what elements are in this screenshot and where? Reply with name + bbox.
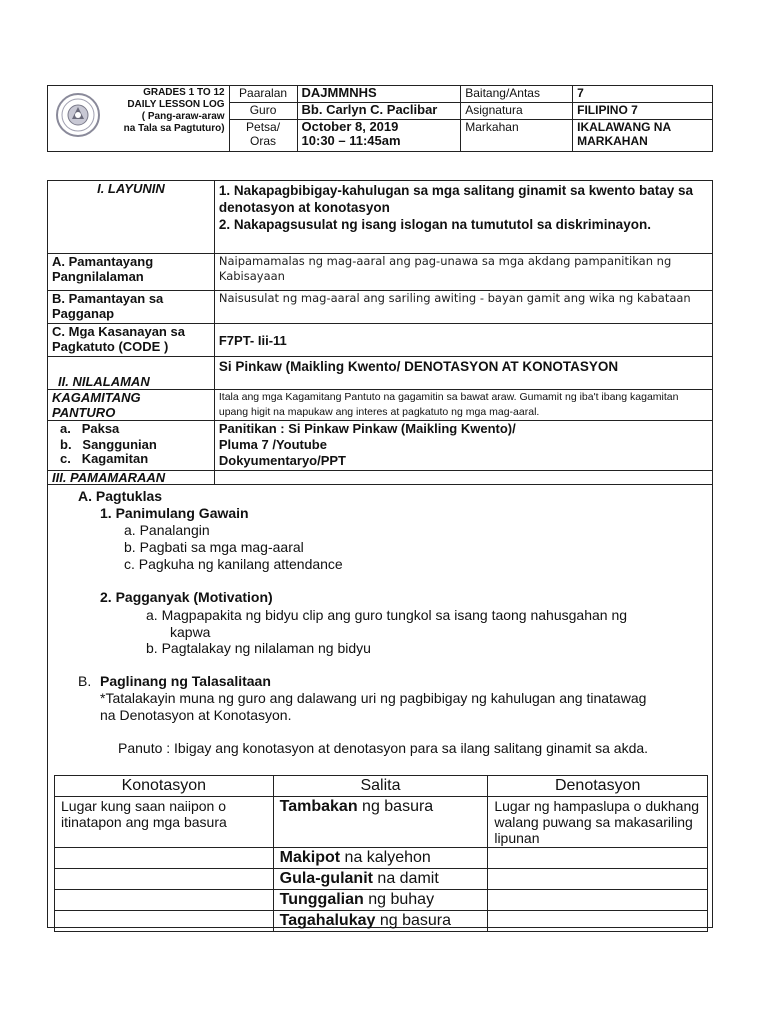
deped-seal-icon [55, 92, 101, 138]
pagganap-label-2: Pagganap [52, 306, 115, 321]
denotasyon-cell [488, 890, 708, 911]
header-salita: Salita [273, 776, 488, 797]
talasalitaan-text-2: na Denotasyon at Konotasyon. [100, 707, 292, 723]
gawain-item-3: c. Pagkuha ng kanilang attendance [124, 556, 343, 572]
guro-value: Bb. Carlyn C. Paclibar [297, 103, 461, 120]
denotasyon-cell: Lugar ng hampaslupa o dukhang walang puwang sa makasariling lipunan [488, 797, 708, 848]
salita-word: Tunggalian [279, 891, 364, 908]
paaralan-value: DAJMMNHS [297, 86, 461, 103]
denotasyon-cell [488, 869, 708, 890]
pagganyak-item-a: a. Magpapakita ng bidyu clip ang guro tungkol sa isang taong nahusgahan ng [146, 607, 628, 623]
pagganap-label [48, 291, 215, 324]
konotasyon-cell: Lugar kung saan naiipon o itinatapon ang mga basura [55, 797, 274, 848]
konotasyon-cell [55, 848, 274, 869]
pagtuklas-heading: A. Pagtuklas [78, 488, 163, 504]
kagamitan-label [60, 453, 210, 465]
pagganap-label-1: B. Pamantayan sa [52, 291, 164, 306]
paksa-marker: a. [60, 421, 71, 436]
salita-word: Tambakan [279, 798, 358, 815]
salita-word: Tagahalukay [279, 912, 376, 929]
layunin-cell [214, 181, 712, 254]
markahan-label: Markahan [461, 120, 573, 152]
paaralan-label: Paaralan [229, 86, 297, 103]
pagganyak-item-b: b. Pagtalakay ng nilalaman ng bidyu [146, 640, 371, 656]
pamamaraan-label: III. PAMAMARAAN [48, 471, 215, 485]
panimulang-gawain-heading: 1. Panimulang Gawain [100, 505, 249, 521]
petsa-label [229, 120, 297, 152]
salita-cell [273, 869, 488, 890]
header-denotasyon: Denotasyon [488, 776, 708, 797]
paksa-values [214, 421, 712, 471]
kagamitang-label-2: PANTURO [52, 405, 116, 420]
salita-rest: ng basura [375, 912, 451, 929]
layunin-1: 1. Nakapagbibigay-kahulugan sa mga salitang ginamit sa kwento batay sa denotasyon at konotasyon [218, 183, 694, 215]
asignatura-value: FILIPINO 7 [573, 103, 713, 120]
petsa-value [297, 120, 461, 152]
talasalitaan-heading: Paglinang ng Talasalitaan [100, 673, 271, 689]
talasalitaan-marker: B. [78, 673, 92, 689]
talasalitaan-text-1: *Tatalakayin muna ng guro ang dalawang uri ng pagbibigay ng kahulugan ang tinatawag [100, 690, 647, 706]
kasanayan-label [48, 324, 215, 357]
kagamitan-value: Dokyumentaryo/PPT [218, 453, 347, 468]
table-row [55, 911, 708, 932]
salita-word: Gula-gulanit [279, 870, 373, 887]
konotasyon-cell [55, 869, 274, 890]
kasanayan-code: F7PT- Iii-11 [214, 324, 712, 357]
table-row [55, 869, 708, 890]
kasanayan-label-2: Pagkatuto (CODE ) [52, 339, 169, 354]
panuto-text: Panuto : Ibigay ang konotasyon at denotasyon para sa ilang salitang ginamit sa akda. [118, 740, 649, 756]
school-label: GRADES 1 TO 12 [143, 87, 225, 98]
baitang-value: 7 [573, 86, 713, 103]
kagamitang-panturo-value: Itala ang mga Kagamitang Pantuto na gagamitin sa bawat araw. Gumamit ng iba't ibang kagamitan upang higit na mapukaw ang interes at pagkatuto ng mga mag-aaral. [214, 390, 712, 421]
gawain-item-1: a. Panalangin [124, 522, 210, 538]
salita-word: Makipot [279, 849, 341, 866]
pamantayang-label-1: A. Pamantayang [52, 254, 154, 269]
paksa-labels [48, 421, 215, 471]
pamantayang-label [48, 254, 215, 291]
log-label: DAILY LESSON LOG [127, 99, 225, 110]
pagganyak-heading: 2. Pagganyak (Motivation) [100, 589, 273, 605]
petsa-time: 10:30 – 11:45am [301, 133, 401, 148]
sanggunian-label-text: Sanggunian [82, 437, 157, 452]
pagganap-value: Naisusulat ng mag-aaral ang sariling awiting - bayan gamit ang wika ng kabataan [214, 291, 712, 324]
nilalaman-label: II. NILALAMAN [48, 357, 215, 390]
salita-cell [273, 848, 488, 869]
sanggunian-marker: b. [60, 437, 72, 452]
kagamitan-label-text: Kagamitan [81, 451, 149, 466]
konotasyon-cell [55, 890, 274, 911]
vocab-table [54, 775, 708, 932]
layunin-label: I. LAYUNIN [48, 181, 215, 254]
denotasyon-cell [488, 911, 708, 932]
layunin-2: 2. Nakapagsusulat ng isang islogan na tumututol sa diskriminayon. [218, 217, 651, 232]
paksa-label-text: Paksa [81, 421, 120, 436]
pamantayang-value: Naipamamalas ng mag-aaral ang pag-unawa sa mga akdang pampanitikan ng Kabisayaan [214, 254, 712, 291]
markahan-value [573, 120, 713, 152]
table-row [55, 797, 708, 848]
log-subtitle-1: ( Pang-araw-araw [141, 111, 225, 122]
markahan-value-2: MARKAHAN [577, 134, 648, 148]
konotasyon-cell [55, 911, 274, 932]
kasanayan-label-1: C. Mga Kasanayan sa [52, 324, 185, 339]
pamamaraan-empty [214, 471, 712, 485]
salita-rest: na damit [372, 870, 439, 887]
kagamitan-marker: c. [60, 451, 71, 466]
salita-cell [273, 797, 488, 848]
paksa-label [60, 421, 210, 437]
table-row [55, 848, 708, 869]
pamantayang-label-2: Pangnilalaman [52, 269, 144, 284]
petsa-date: October 8, 2019 [301, 119, 399, 134]
guro-label: Guro [229, 103, 297, 120]
markahan-value-1: IKALAWANG NA [577, 120, 672, 134]
denotasyon-cell [488, 848, 708, 869]
header-konotasyon: Konotasyon [55, 776, 274, 797]
salita-rest: na kalyehon [340, 849, 431, 866]
salita-rest: ng basura [357, 798, 434, 815]
log-subtitle-2: na Tala sa Pagtuturo) [123, 123, 225, 134]
sanggunian-value: Pluma 7 /Youtube [218, 437, 327, 452]
salita-cell [273, 911, 488, 932]
asignatura-label: Asignatura [461, 103, 573, 120]
baitang-label: Baitang/Antas [461, 86, 573, 103]
kagamitang-label-1: KAGAMITANG [52, 390, 141, 405]
salita-cell [273, 890, 488, 911]
kagamitang-panturo-label [48, 390, 215, 421]
nilalaman-value: Si Pinkaw (Maikling Kwento/ DENOTASYON AT KONOTASYON [214, 357, 712, 390]
paksa-value: Panitikan : Si Pinkaw Pinkaw (Maikling Kwento)/ [218, 421, 516, 436]
table-row [55, 890, 708, 911]
header-table [47, 85, 713, 152]
pagganyak-item-a-cont: kapwa [170, 624, 211, 640]
gawain-item-2: b. Pagbati sa mga mag-aaral [124, 539, 304, 555]
petsa-label-1: Petsa/ [246, 120, 281, 134]
petsa-label-2: Oras [250, 134, 277, 148]
salita-rest: ng buhay [363, 891, 435, 908]
